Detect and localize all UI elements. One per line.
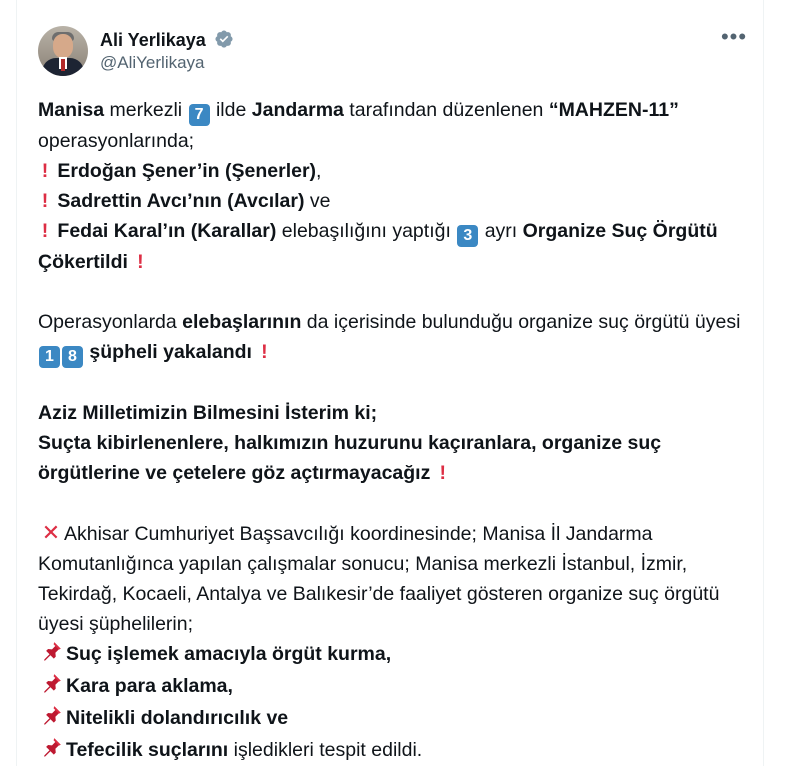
bold-text: Kara para aklama, <box>66 675 233 697</box>
bold-text: Jandarma <box>251 99 344 121</box>
bold-text: Suç işlemek amacıyla örgüt kurma, <box>66 643 392 665</box>
bold-text: Fedai Karal’ın (Karallar) <box>57 220 277 242</box>
text: ilde <box>210 99 252 121</box>
text: merkezli <box>104 99 188 121</box>
bold-text: şüpheli yakalandı <box>84 341 252 363</box>
pushpin-icon <box>38 704 66 735</box>
paragraph-1 <box>38 95 750 277</box>
bold-text: elebaşlarının <box>182 311 302 333</box>
exclamation-icon: ! <box>41 190 49 212</box>
more-options-icon[interactable]: ••• <box>720 24 748 49</box>
text: Akhisar Cumhuriyet Başsavcılığı koordinesinde; Manisa İl Jandarma Komutanlığınca yapılan çalışmalar sonucu; Manisa merkezli İstanbul, İzmir, Tekirdağ, Kocaeli, Antalya ve Balıkesir’de faaliyet gösteren organize suç örgütü üyesi şüphelilerin; <box>38 523 720 635</box>
pushpin-icon <box>38 672 66 703</box>
keycap-digit-icon: 7 <box>189 104 210 126</box>
bold-text: Aziz Milletimizin Bilmesini İsterim ki; <box>38 402 378 424</box>
bold-text: Sadrettin Avcı’nın (Avcılar) <box>57 190 305 212</box>
author-avatar[interactable] <box>38 26 88 76</box>
text: da içerisinde bulunduğu organize suç örgütü üyesi <box>301 311 741 333</box>
verified-badge-icon <box>214 29 234 49</box>
text: , <box>316 160 322 182</box>
text: operasyonlarında; <box>38 130 195 152</box>
bold-text: Erdoğan Şener’in (Şenerler) <box>57 160 317 182</box>
exclamation-icon: ! <box>261 341 268 363</box>
exclamation-icon: ! <box>41 220 49 242</box>
paragraph-2 <box>38 307 750 368</box>
paragraph-4 <box>38 518 750 767</box>
cross-mark-icon: ✕ <box>41 520 61 545</box>
author-handle[interactable]: @AliYerlikaya <box>100 53 205 72</box>
bold-text: Nitelikli dolandırıcılık ve <box>66 707 289 729</box>
bold-text: Manisa <box>38 99 105 121</box>
pushpin-icon <box>38 736 66 767</box>
bold-text: “MAHZEN-11” <box>548 99 679 121</box>
text: ayrı <box>479 220 523 242</box>
bold-text: Suçta kibirlenenlere, halkımızın huzurunu kaçıranlara, organize suç örgütlerine ve çetelere göz açtırmayacağız <box>38 432 662 484</box>
exclamation-icon: ! <box>41 160 49 182</box>
paragraph-3 <box>38 398 750 488</box>
pushpin-icon <box>38 640 66 671</box>
bold-text: Organize Suç Örgütü Çökertildi <box>38 220 718 273</box>
text: işledikleri tespit edildi. <box>228 739 423 761</box>
keycap-digit-icon: 8 <box>62 346 83 368</box>
exclamation-icon: ! <box>439 462 447 484</box>
tweet-text <box>38 95 750 767</box>
bold-text: Tefecilik suçlarını <box>66 739 229 761</box>
keycap-digit-icon: 3 <box>457 225 478 247</box>
text: tarafından düzenlenen <box>343 99 549 121</box>
text: ve <box>304 190 331 212</box>
author-name[interactable]: Ali Yerlikaya <box>100 30 206 50</box>
text: Operasyonlarda <box>38 311 183 333</box>
exclamation-icon: ! <box>137 251 144 273</box>
keycap-digit-icon: 1 <box>39 346 60 368</box>
text: elebaşılığını yaptığı <box>276 220 457 242</box>
